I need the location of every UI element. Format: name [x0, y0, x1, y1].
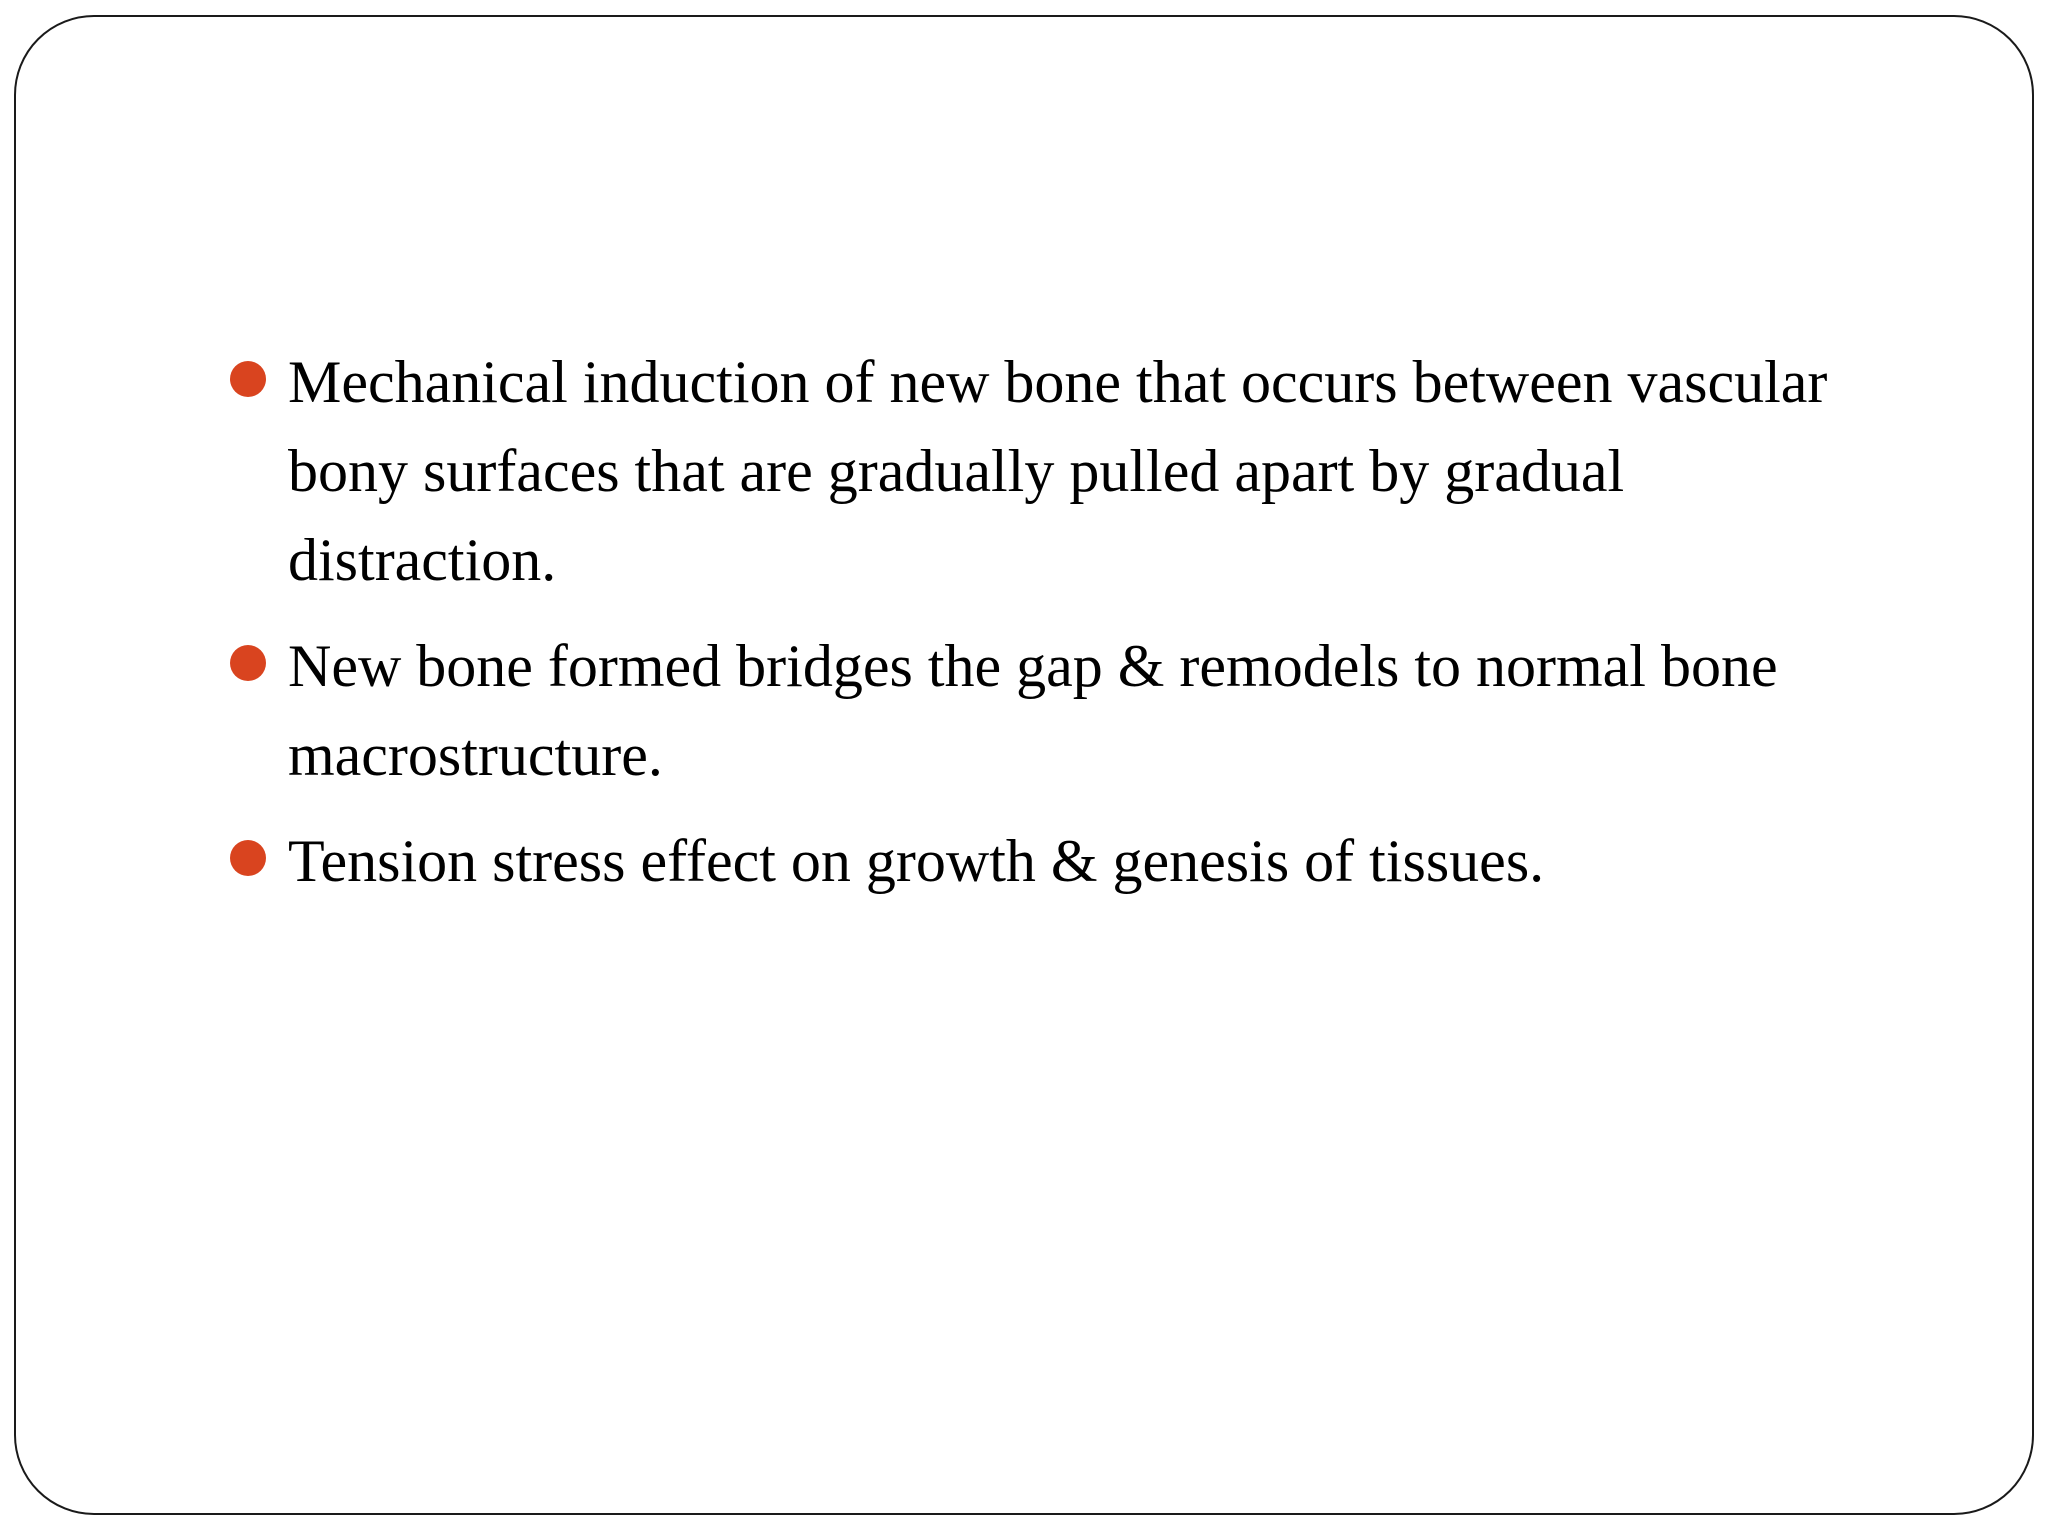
bullet-item — [228, 817, 1848, 906]
bullet-text: Tension stress effect on growth & genesis of tissues. — [288, 828, 1545, 894]
bullet-text: New bone formed bridges the gap & remodels to normal bone macrostructure. — [288, 633, 1778, 788]
bullet-text: Mechanical induction of new bone that occurs between vascular bony surfaces that are gradually pulled apart by gradual distraction. — [288, 349, 1828, 593]
bullet-item — [228, 622, 1848, 800]
bullet-dot-icon — [230, 645, 266, 681]
bullet-item — [228, 338, 1848, 605]
bullet-dot-icon — [230, 361, 266, 397]
bullet-list — [228, 338, 1848, 923]
bullet-dot-icon — [230, 840, 266, 876]
